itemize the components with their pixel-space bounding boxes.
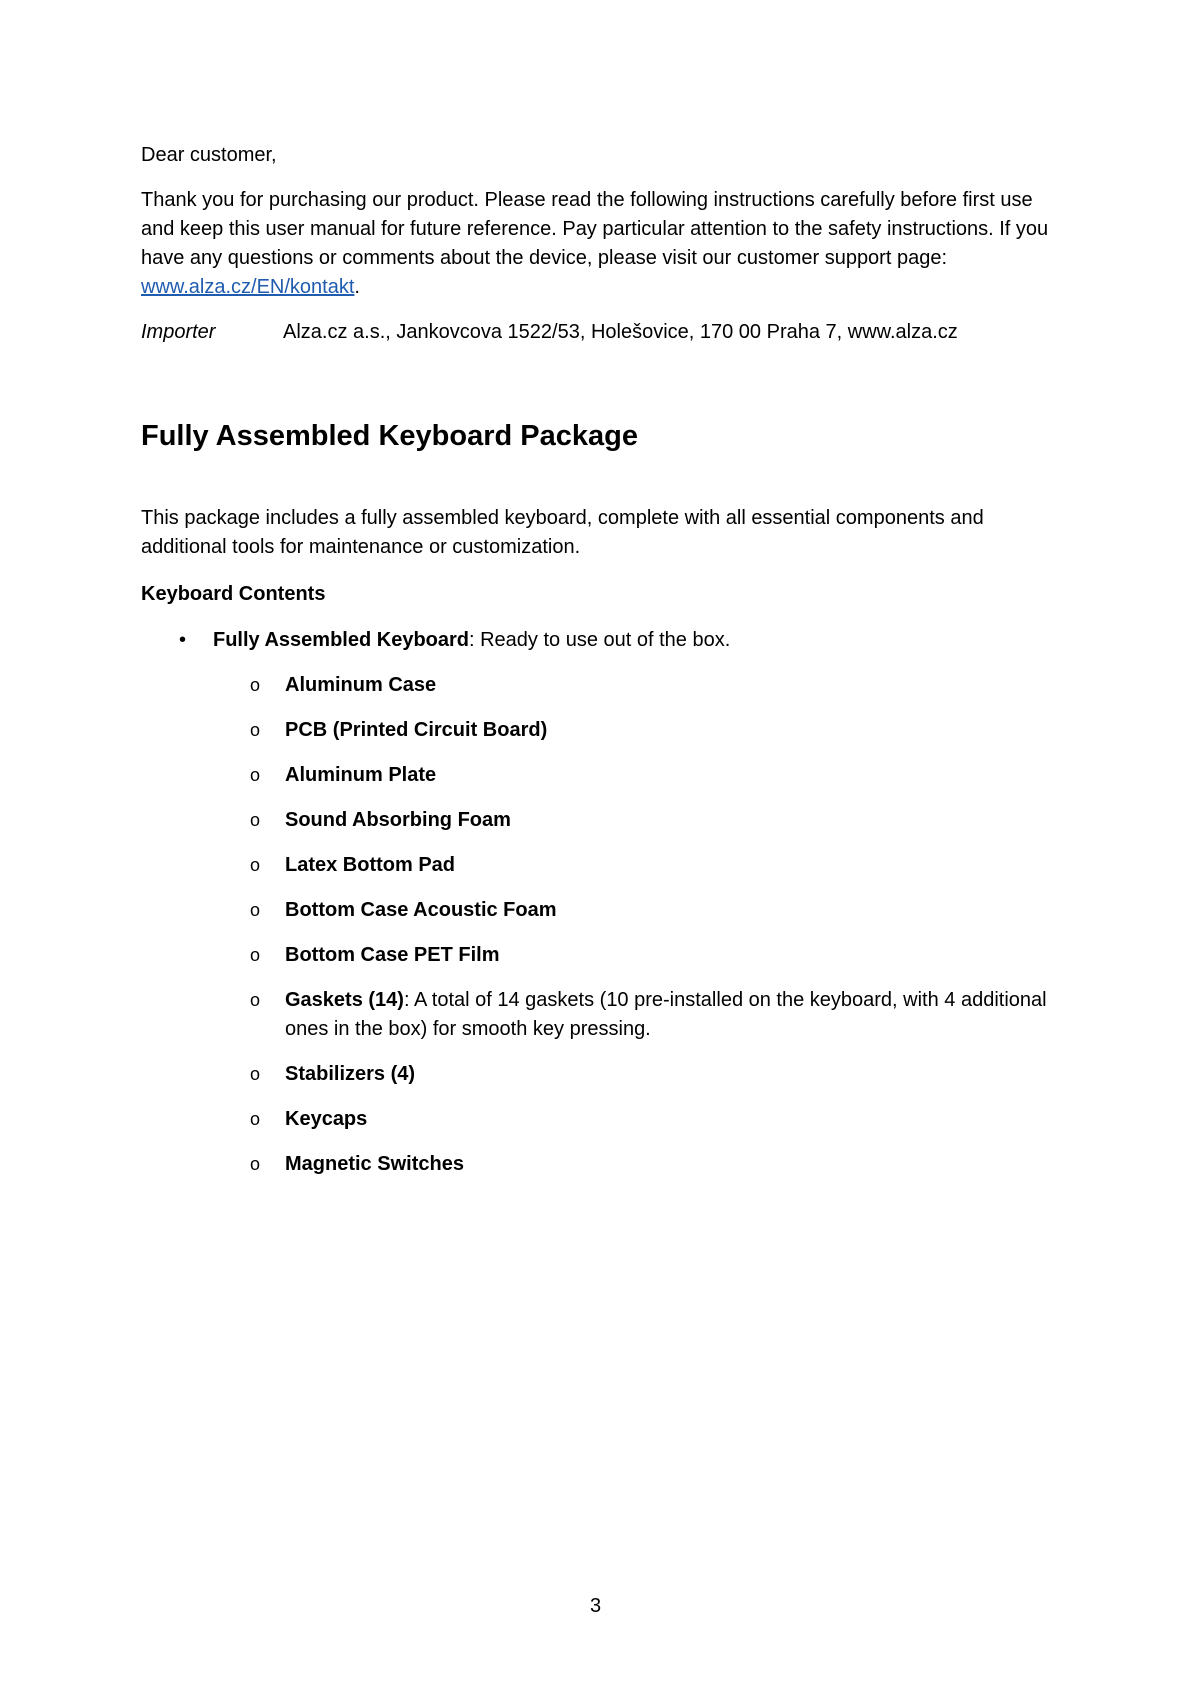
circle-bullet-icon: o [250,1064,261,1084]
circle-bullet-icon: o [250,990,261,1010]
list-item [141,986,1071,1044]
list-item-title: Latex Bottom Pad [285,854,456,876]
contents-heading: Keyboard Contents [141,583,326,605]
page-number: 3 [589,1595,602,1617]
list-item-title: Sound Absorbing Foam [285,809,511,831]
list-item-title: Magnetic Switches [285,1153,464,1175]
bullet-icon: • [179,629,187,651]
circle-bullet-icon: o [250,1109,261,1129]
list-item-content [285,761,1065,790]
list-item-title: Bottom Case PET Film [285,944,500,966]
importer-line [141,318,1101,347]
list-item-content [285,671,1065,700]
list-item [141,716,1071,745]
list-item [141,1105,1071,1134]
circle-bullet-icon: o [250,720,261,740]
list-item-title: Bottom Case Acoustic Foam [285,899,557,921]
main-item-title: Fully Assembled Keyboard [213,629,469,651]
importer-value: Alza.cz a.s., Jankovcova 1522/53, Holešovice, 170 00 Praha 7, www.alza.cz [283,321,958,343]
intro-paragraph [141,186,1071,302]
main-item-content [213,626,730,655]
importer-label: Importer [141,321,216,343]
list-item-title: Keycaps [285,1108,368,1130]
list-item-title: Stabilizers (4) [285,1063,416,1085]
list-item-content [285,986,1065,1044]
circle-bullet-icon: o [250,765,261,785]
circle-bullet-icon: o [250,945,261,965]
list-item-content [285,851,1065,880]
list-item [141,896,1071,925]
list-item-title: Gaskets (14) [285,989,404,1011]
circle-bullet-icon: o [250,855,261,875]
list-item-content [285,806,1065,835]
list-item [141,806,1071,835]
list-item [141,851,1071,880]
section-title: Fully Assembled Keyboard Package [141,420,638,452]
list-item [141,671,1071,700]
list-item-content [285,1150,1065,1179]
list-item-content [285,716,1065,745]
sub-item-list [141,671,1071,1195]
list-item-content [285,941,1065,970]
list-item-title: Aluminum Case [285,674,437,696]
list-item [141,1150,1071,1179]
circle-bullet-icon: o [250,675,261,695]
intro-text: Thank you for purchasing our product. Please read the following instructions carefully before first use and keep this user manual for future reference. Pay particular attention to the safety instructions. If you have any questions or comments about the device, please visit our customer support page: [141,189,1049,269]
circle-bullet-icon: o [250,810,261,830]
list-item [141,941,1071,970]
greeting: Dear customer, [141,144,277,166]
list-item-title: Aluminum Plate [285,764,437,786]
support-link[interactable]: www.alza.cz/EN/kontakt [141,276,355,298]
list-item [141,761,1071,790]
intro-trailing: . [354,276,360,298]
list-item-content [285,1060,1065,1089]
list-item-title: PCB (Printed Circuit Board) [285,719,548,741]
circle-bullet-icon: o [250,1154,261,1174]
package-description: This package includes a fully assembled keyboard, complete with all essential components and additional tools for maintenance or customization. [141,507,984,558]
main-item-description: : Ready to use out of the box. [469,629,731,651]
list-item [141,1060,1071,1089]
circle-bullet-icon: o [250,900,261,920]
list-item-content [285,896,1065,925]
list-item-description: : A total of 14 gaskets (10 pre-installed on the keyboard, with 4 additional ones in the box) for smooth key pressing. [285,989,1047,1040]
list-item-content [285,1105,1065,1134]
